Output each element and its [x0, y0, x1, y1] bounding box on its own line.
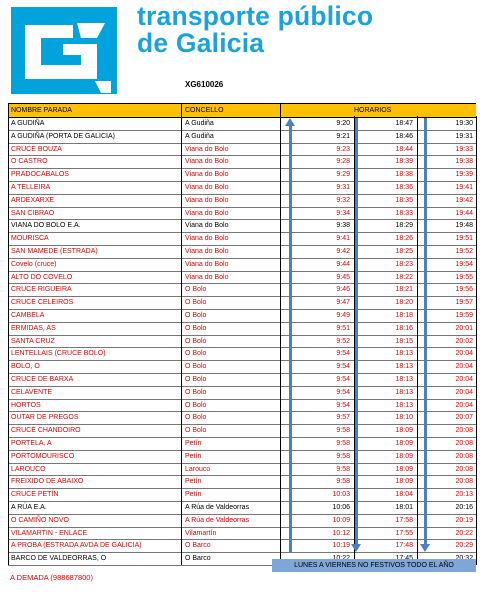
time-col-1: 9:41 [336, 235, 350, 243]
grid-line [280, 103, 281, 565]
time-col-1: 9:42 [336, 247, 350, 255]
brand-line-1: transporte público [137, 1, 374, 31]
stop-name: MOURISCA [11, 235, 49, 243]
stop-name: CRUCE DE BARXA [11, 375, 74, 383]
time-col-1: 9:20 [336, 120, 350, 127]
stop-name: CRUCE BOUZA [11, 145, 62, 153]
table-row [8, 144, 476, 157]
table-row [8, 195, 476, 208]
table-row [8, 118, 476, 131]
stop-name: SAN MAMEDE (ESTRADA) [11, 247, 98, 255]
time-col-1: 9:51 [336, 324, 350, 332]
arrow-head-icon [351, 544, 361, 552]
time-col-2: 18:23 [395, 260, 413, 268]
stop-name: A RÚA E.A. [11, 503, 47, 511]
time-col-2: 18:35 [395, 196, 413, 204]
stop-concello: Viana do Bolo [185, 235, 229, 243]
table-row [8, 540, 476, 553]
stop-concello: Petín [185, 478, 202, 486]
arrow-down-icon [424, 118, 427, 544]
stop-name: FREIXIDO DE ABAIXO [11, 478, 84, 486]
time-col-1: 10:09 [332, 516, 350, 524]
time-col-3: 20:04 [455, 363, 473, 371]
table-row [8, 476, 476, 489]
stop-concello: A Gudiña [185, 120, 214, 127]
stop-concello: O Bolo [185, 375, 207, 383]
route-code: XG610026 [185, 80, 224, 89]
stop-name: SANTA CRUZ [11, 337, 55, 345]
time-col-2: 18:33 [395, 209, 413, 217]
arrow-head-icon [285, 118, 295, 126]
time-col-1: 10:12 [332, 529, 350, 537]
stop-name: CAMBELA [11, 311, 45, 319]
time-col-1: 9:28 [336, 158, 350, 166]
time-col-3: 19:59 [455, 311, 473, 319]
table-row [8, 374, 476, 387]
contact-info: A DEMADA (988687800) [10, 573, 93, 582]
time-col-3: 19:56 [455, 286, 473, 294]
time-col-3: 20:01 [455, 324, 473, 332]
time-col-1: 9:54 [336, 375, 350, 383]
stop-name: VILAMARTIN - ENLACE [11, 529, 88, 537]
time-col-2: 18:09 [395, 439, 413, 447]
time-col-2: 18:13 [395, 375, 413, 383]
time-col-2: 18:21 [395, 286, 413, 294]
stop-name: A GUDIÑA [11, 120, 45, 127]
time-col-2: 17:58 [395, 516, 413, 524]
stop-name: CRUCE CELEIROS [11, 299, 74, 307]
stop-concello: A Rúa de Valdeorras [185, 516, 250, 524]
stop-name: CRUCE PETÍN [11, 491, 59, 499]
time-col-1: 9:54 [336, 350, 350, 358]
table-row [8, 131, 476, 144]
time-col-2: 18:38 [395, 171, 413, 179]
stop-name: CRUCE CHANDOIRO [11, 427, 81, 435]
time-col-2: 18:47 [395, 120, 413, 127]
stop-concello: Viana do Bolo [185, 145, 229, 153]
time-col-3: 20:08 [455, 439, 473, 447]
time-col-3: 19:54 [455, 260, 473, 268]
table-row [8, 233, 476, 246]
time-col-1: 9:54 [336, 401, 350, 409]
stop-name: CRUCE RIGUEIRA [11, 286, 72, 294]
stop-name: LENTELLAIS (CRUCE BOLO) [11, 350, 106, 358]
time-col-3: 19:42 [455, 196, 473, 204]
stop-concello: Larouco [185, 465, 211, 473]
stop-name: O CAMIÑO NOVO [11, 516, 69, 524]
time-col-1: 10:19 [332, 542, 350, 550]
time-col-1: 9:58 [336, 465, 350, 473]
time-col-1: 9:44 [336, 260, 350, 268]
time-col-1: 9:29 [336, 171, 350, 179]
stop-name: ALTO DO COVELO [11, 273, 73, 281]
time-col-1: 9:58 [336, 427, 350, 435]
stop-concello: Vilamartín [185, 529, 217, 537]
stop-concello: Viana do Bolo [185, 247, 229, 255]
table-row [8, 400, 476, 413]
time-col-2: 18:39 [395, 158, 413, 166]
time-col-3: 19:38 [455, 158, 473, 166]
arrow-head-icon [420, 544, 430, 552]
time-col-2: 18:09 [395, 427, 413, 435]
timetable [8, 103, 476, 566]
brand-title [137, 3, 373, 57]
stop-name: O CASTRO [11, 158, 48, 166]
time-col-3: 20:16 [455, 503, 473, 511]
time-col-3: 19:30 [455, 120, 473, 127]
time-col-2: 18:29 [395, 222, 413, 230]
time-col-1: 9:46 [336, 286, 350, 294]
table-row [8, 361, 476, 374]
header-name: NOMBRE PARADA [11, 107, 72, 114]
stop-name: LAROUCO [11, 465, 46, 473]
stop-concello: O Bolo [185, 324, 207, 332]
time-col-3: 20:13 [455, 491, 473, 499]
time-col-2: 18:46 [395, 132, 413, 140]
time-col-1: 9:34 [336, 209, 350, 217]
stop-name: A PROBA (ESTRADA AVDA DE GALICIA) [11, 542, 142, 550]
schedule-note: LUNES A VIERNES NO FESTIVOS TODO EL AÑO [272, 559, 476, 572]
time-col-1: 9:58 [336, 452, 350, 460]
stop-concello: Viana do Bolo [185, 183, 229, 191]
table-row [8, 310, 476, 323]
time-col-3: 20:02 [455, 337, 473, 345]
table-row [8, 515, 476, 528]
stop-name: A TELLEIRA [11, 183, 51, 191]
stop-name: VIANA DO BOLO E.A. [11, 222, 81, 230]
stop-concello: O Bolo [185, 299, 207, 307]
table-row [8, 412, 476, 425]
time-col-1: 9:54 [336, 363, 350, 371]
stop-concello: A Rúa de Valdeorras [185, 503, 250, 511]
arrow-up-icon [289, 126, 292, 552]
table-row [8, 502, 476, 515]
stop-name: ARDEXARXE [11, 196, 55, 204]
time-col-3: 20:08 [455, 465, 473, 473]
stop-concello: Viana do Bolo [185, 209, 229, 217]
stop-concello: O Bolo [185, 414, 207, 422]
time-col-1: 9:23 [336, 145, 350, 153]
table-row [8, 425, 476, 438]
stop-name: Covelo (cruce) [11, 260, 57, 268]
table-row [8, 284, 476, 297]
time-col-1: 9:57 [336, 414, 350, 422]
stop-concello: Viana do Bolo [185, 260, 229, 268]
table-row [8, 156, 476, 169]
table-row [8, 438, 476, 451]
time-col-3: 19:57 [455, 299, 473, 307]
time-col-2: 18:20 [395, 299, 413, 307]
time-col-2: 17:48 [395, 542, 413, 550]
stop-name: BARCO DE VALDEORRAS, O [11, 555, 107, 563]
time-col-3: 20:04 [455, 375, 473, 383]
grid-line [417, 116, 418, 565]
time-col-1: 9:32 [336, 196, 350, 204]
grid-line [181, 103, 182, 565]
stop-concello: Viana do Bolo [185, 171, 229, 179]
time-col-2: 18:36 [395, 183, 413, 191]
stop-concello: Viana do Bolo [185, 196, 229, 204]
time-col-3: 19:55 [455, 273, 473, 281]
time-col-2: 18:18 [395, 311, 413, 319]
time-col-3: 20:04 [455, 401, 473, 409]
time-col-1: 9:21 [336, 132, 350, 140]
stop-concello: O Bolo [185, 286, 207, 294]
time-col-3: 19:31 [455, 132, 473, 140]
stop-name: BOLO, O [11, 363, 40, 371]
time-col-2: 18:26 [395, 235, 413, 243]
time-col-3: 20:19 [455, 516, 473, 524]
stop-concello: Petín [185, 439, 202, 447]
arrow-down-icon [355, 118, 358, 544]
time-col-2: 18:01 [395, 503, 413, 511]
time-col-3: 20:07 [455, 414, 473, 422]
time-col-2: 18:13 [395, 363, 413, 371]
stop-name: PORTELA, A [11, 439, 52, 447]
time-col-3: 20:08 [455, 427, 473, 435]
stop-name: HORTOS [11, 401, 41, 409]
stop-name: SAN CIBRAO [11, 209, 55, 217]
time-col-1: 10:03 [332, 491, 350, 499]
table-row [8, 169, 476, 182]
table-row [8, 259, 476, 272]
logo-g-icon [11, 7, 117, 94]
stop-name: PORTOMOURISCO [11, 452, 75, 460]
table-row [8, 246, 476, 259]
time-col-2: 18:13 [395, 350, 413, 358]
table-row [8, 336, 476, 349]
time-col-2: 18:04 [395, 491, 413, 499]
time-col-2: 18:09 [395, 452, 413, 460]
table-row [8, 220, 476, 233]
time-col-1: 9:54 [336, 388, 350, 396]
stop-concello: O Barco [185, 542, 211, 550]
table-row [8, 489, 476, 502]
time-col-3: 20:04 [455, 388, 473, 396]
time-col-2: 18:16 [395, 324, 413, 332]
time-col-2: 18:15 [395, 337, 413, 345]
grid-line [8, 103, 9, 565]
table-row [8, 182, 476, 195]
stop-name: OUTAR DE PREGOS [11, 414, 79, 422]
time-col-2: 18:22 [395, 273, 413, 281]
table-header [8, 103, 476, 118]
table-row [8, 464, 476, 477]
time-col-3: 20:08 [455, 452, 473, 460]
header-horarios: HORARIOS [354, 107, 392, 114]
time-col-1: 9:58 [336, 439, 350, 447]
timetable-body [8, 118, 476, 566]
time-col-3: 20:08 [455, 478, 473, 486]
stop-concello: A Gudiña [185, 132, 214, 140]
time-col-2: 18:44 [395, 145, 413, 153]
time-col-3: 19:44 [455, 209, 473, 217]
time-col-2: 17:55 [395, 529, 413, 537]
time-col-3: 19:48 [455, 222, 473, 230]
time-col-3: 20:22 [455, 529, 473, 537]
stop-concello: O Bolo [185, 350, 207, 358]
stop-name: ERMIDAS, AS [11, 324, 56, 332]
table-row [8, 208, 476, 221]
time-col-2: 18:13 [395, 401, 413, 409]
time-col-1: 10:06 [332, 503, 350, 511]
stop-concello: O Barco [185, 555, 211, 563]
time-col-2: 18:09 [395, 478, 413, 486]
time-col-1: 9:58 [336, 478, 350, 486]
table-row [8, 323, 476, 336]
stop-concello: Petín [185, 452, 202, 460]
stop-concello: O Bolo [185, 363, 207, 371]
time-col-2: 18:13 [395, 388, 413, 396]
time-col-2: 18:10 [395, 414, 413, 422]
time-col-1: 9:38 [336, 222, 350, 230]
time-col-3: 20:04 [455, 350, 473, 358]
grid-line [476, 116, 477, 565]
stop-concello: Viana do Bolo [185, 273, 229, 281]
time-col-3: 19:39 [455, 171, 473, 179]
time-col-1: 9:49 [336, 311, 350, 319]
table-row [8, 272, 476, 285]
stop-name: PRADOCABALOS [11, 171, 69, 179]
time-col-1: 9:47 [336, 299, 350, 307]
table-row [8, 348, 476, 361]
time-col-2: 18:25 [395, 247, 413, 255]
stop-concello: Viana do Bolo [185, 158, 229, 166]
table-row [8, 528, 476, 541]
stop-concello: O Bolo [185, 388, 207, 396]
time-col-1: 9:45 [336, 273, 350, 281]
header-concello: CONCELLO [185, 107, 224, 114]
table-row [8, 297, 476, 310]
transport-logo [11, 7, 117, 94]
table-row [8, 387, 476, 400]
stop-concello: O Bolo [185, 401, 207, 409]
stop-concello: O Bolo [185, 311, 207, 319]
stop-name: CELAVENTE [11, 388, 53, 396]
table-row [8, 451, 476, 464]
stop-concello: O Bolo [185, 427, 207, 435]
time-col-1: 9:31 [336, 183, 350, 191]
stop-concello: Petín [185, 491, 202, 499]
time-col-3: 20:29 [455, 542, 473, 550]
time-col-3: 19:41 [455, 183, 473, 191]
stop-name: A GUDIÑA (PORTA DE GALICIA) [11, 132, 115, 140]
time-col-3: 19:33 [455, 145, 473, 153]
time-col-1: 9:52 [336, 337, 350, 345]
stop-concello: Viana do Bolo [185, 222, 229, 230]
time-col-3: 19:52 [455, 247, 473, 255]
time-col-2: 18:09 [395, 465, 413, 473]
stop-concello: O Bolo [185, 337, 207, 345]
time-col-3: 19:51 [455, 235, 473, 243]
brand-line-2: de Galicia [137, 28, 265, 58]
